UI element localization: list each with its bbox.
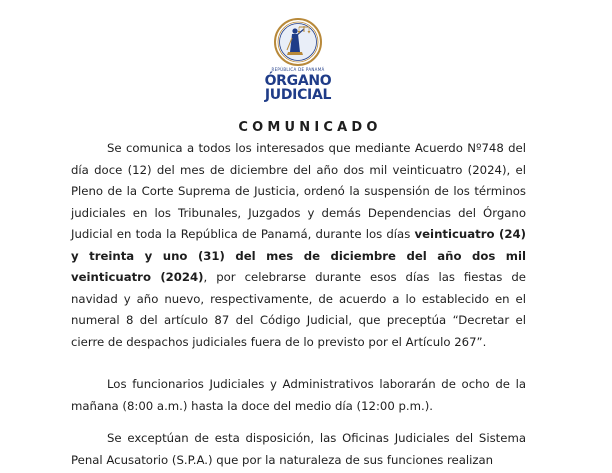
paragraph-acuerdo-text-1: Se comunica a todos los interesados que mediante Acuerdo Nº748 del día doce (12) del mes de diciembre del año dos mil veinticuatro (2024), el Pleno de la Corte Suprema de Justicia, ordenó la suspensión de los términos judiciales en los Tribunales, Juzgados y demás Dependencias del Órgano Judicial en toda la República de Panamá, durante los días: [71, 141, 526, 241]
document-title: COMUNICADO: [238, 120, 382, 135]
logo-judicial-text: JUDICIAL: [264, 87, 332, 103]
logo-republic-text: REPÚBLICA DE PANAMÁ: [271, 67, 325, 72]
paragraph-acuerdo: [71, 138, 526, 353]
paragraph-excepcion: Se exceptúan de esta disposición, las Oficinas Judiciales del Sistema Penal Acusatorio (S.P.A.) que por la naturaleza de sus funciones realizan: [71, 431, 526, 467]
organo-judicial-logo: [262, 16, 334, 102]
logo-organo-text: ÓRGANO: [264, 73, 332, 89]
paragraph-acuerdo-text-2: , por celebrarse durante esos días las fiestas de navidad y año nuevo, respectivamente, de acuerdo a lo establecido en el numeral 8 del artículo 87 del Código Judicial, que preceptúa “Decretar el cierre de despachos judiciales fuera de lo previsto por el Artículo 267”.: [71, 270, 526, 349]
paragraph-acuerdo-bold-dates: veinticuatro (24) y treinta y uno (31) del mes de diciembre del año dos mil veinticuatro (2024): [71, 227, 526, 284]
paragraph-horario: Los funcionarios Judiciales y Administrativos laborarán de ocho de la mañana (8:00 a.m.) hasta la doce del medio día (12:00 p.m.).: [71, 377, 526, 413]
scales-of-justice-icon: [273, 16, 323, 68]
